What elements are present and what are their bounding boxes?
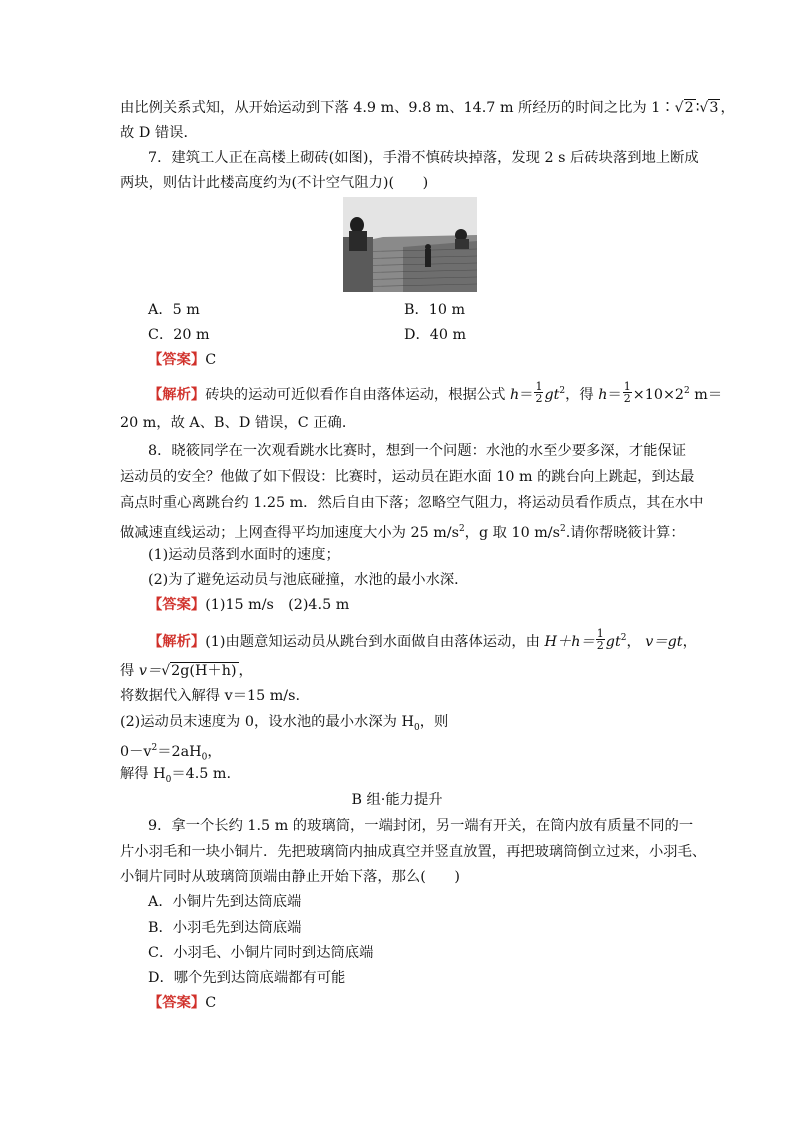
analysis-label: 【解析】	[148, 633, 206, 650]
option-A: A．小铜片先到达筒底端	[148, 894, 302, 910]
question-8-line: 8．晓筱同学在一次观看跳水比赛时，想到一个问题：水池的水至少要多深，才能保证	[148, 443, 687, 459]
math-var: h	[509, 386, 520, 403]
text-segment: (1)由题意知运动员从跳台到水面做自由落体运动，由	[205, 633, 540, 650]
math-op: ＝	[607, 386, 622, 403]
text-segment: ，	[626, 633, 641, 650]
math-var: t	[614, 633, 621, 650]
question-7-line: 两块，则估计此楼高度约为(不计空气阻力)( )	[120, 175, 429, 191]
text-segment: ，得	[565, 386, 594, 403]
brick-workers-photo	[343, 197, 477, 292]
math-var: h	[598, 386, 608, 403]
analysis-line: 20 m，故 A、B、D 错误，C 正确．	[120, 415, 357, 431]
answer-line	[148, 595, 349, 615]
answer-label: 【答案】	[148, 995, 206, 1011]
superscript: 2	[684, 386, 690, 396]
ratio-separator: ∶	[695, 100, 700, 116]
answer-value: C	[205, 352, 217, 368]
superscript: 2	[559, 386, 566, 396]
analysis-line: 将数据代入解得 v＝15 m/s.	[120, 688, 300, 704]
option-C: C．20 m	[148, 327, 210, 343]
subscript: 0	[413, 722, 420, 733]
fraction	[534, 381, 543, 404]
answer-value: C	[205, 995, 217, 1011]
text-segment: ＝4.5 m.	[171, 766, 232, 782]
sqrt-symbol: √	[161, 663, 171, 679]
fraction-numerator: 1	[535, 380, 543, 394]
fraction	[596, 628, 605, 651]
text-segment: ，则	[419, 714, 449, 730]
superscript: 2	[620, 633, 627, 643]
question-8-subpart: (2)为了避免运动员与池底碰撞，水池的最小水深．	[148, 572, 469, 588]
text-segment: ，	[207, 743, 222, 760]
question-8-line: 高点时重心离跳台约 1.25 m．然后自由下落；忽略空气阻力，将运动员看作质点，其在水中	[120, 495, 704, 511]
fraction-numerator: 1	[623, 380, 631, 394]
text-segment: (2)运动员末速度为 0，设水池的最小水深为 H	[120, 714, 414, 730]
answer-label: 【答案】	[148, 597, 206, 613]
radicand: 2g(H＋h)	[171, 663, 237, 679]
question-9-line: 片小羽毛和一块小铜片．先把玻璃筒内抽成真空并竖直放置，再把玻璃筒倒立过来，小羽毛、	[120, 844, 707, 860]
option-B: B．小羽毛先到达筒底端	[148, 920, 302, 936]
superscript: 2	[559, 524, 566, 534]
text-segment: 0－v	[120, 743, 152, 760]
text-segment: 做减速直线运动；上网查得平均加速度大小为 25 m/s	[120, 524, 459, 541]
radicand: 2	[684, 100, 694, 116]
math-op: ＝	[519, 386, 534, 403]
answer-label: 【答案】	[148, 352, 206, 368]
answer-line	[148, 993, 216, 1013]
sqrt-symbol: √	[674, 100, 684, 116]
option-D: D．哪个先到达筒底端都有可能	[148, 970, 346, 986]
question-8-line	[120, 519, 685, 543]
math-expression: H＋h＝	[544, 633, 595, 650]
text-segment: ，g 取 10 m/s	[464, 524, 560, 541]
math-expression: v＝gt	[645, 633, 683, 650]
option-C: C．小羽毛、小铜片同时到达筒底端	[148, 945, 374, 961]
text-segment: 解得 H	[120, 766, 166, 782]
fraction-denominator: 2	[623, 392, 631, 406]
analysis-line	[120, 764, 231, 790]
question-8-line: 运动员的安全？他做了如下假设：比赛时，运动员在距水面 10 m 的跳台向上跳起，到达最	[120, 469, 695, 485]
analysis-line	[148, 381, 722, 406]
text-segment: ＝2aH	[157, 743, 202, 760]
superscript: 2	[458, 524, 465, 534]
text-segment: ，	[682, 633, 697, 650]
text-segment: 砖块的运动可近似看作自由落体运动，根据公式	[205, 386, 506, 403]
text-line	[120, 98, 735, 118]
superscript: 2	[151, 743, 158, 753]
text-segment: m＝	[689, 386, 723, 403]
text-segment: 由比例关系式知，从开始运动到下落 4.9 m、9.8 m、14.7 m 所经历的时间之比为 1∶	[120, 100, 675, 116]
analysis-label: 【解析】	[148, 386, 206, 403]
sqrt-symbol: √	[699, 100, 709, 116]
option-D: D．40 m	[404, 327, 467, 343]
radicand: 3	[709, 100, 719, 116]
question-8-subpart: (1)运动员落到水面时的速度；	[148, 547, 340, 563]
answer-value: (1)15 m/s (2)4.5 m	[205, 597, 350, 613]
question-7-line: 7．建筑工人正在高楼上砌砖(如图)，手滑不慎砖块掉落，发现 2 s 后砖块落到地上断成	[148, 150, 699, 166]
subscript: 0	[165, 774, 172, 785]
question-9-line: 9．拿一个长约 1.5 m 的玻璃筒，一端封闭，另一端有开关，在筒内放有质量不同的一	[148, 818, 694, 834]
section-heading: B 组·能力提升	[351, 792, 443, 808]
text-segment: 得	[120, 663, 135, 679]
option-A: A．5 m	[148, 302, 200, 318]
math-var: g	[605, 633, 615, 650]
analysis-line	[120, 661, 253, 681]
math-var: t	[553, 386, 560, 403]
math-expression: v＝	[138, 663, 162, 679]
text-segment: ，	[720, 100, 735, 116]
analysis-line	[120, 712, 448, 738]
text-line: 故 D 错误．	[120, 125, 198, 141]
math-var: g	[544, 386, 554, 403]
text-segment: ，	[238, 663, 253, 679]
fraction-denominator: 2	[596, 639, 604, 653]
subscript: 0	[201, 752, 208, 763]
text-segment: ×10×2	[632, 386, 685, 403]
analysis-line	[148, 628, 697, 653]
fraction-denominator: 2	[535, 392, 543, 406]
option-B: B．10 m	[404, 302, 466, 318]
text-segment: .请你帮晓筱计算：	[565, 524, 685, 541]
question-9-line: 小铜片同时从玻璃筒顶端由静止开始下落，那么( )	[120, 869, 460, 885]
fraction	[623, 381, 632, 404]
fraction-numerator: 1	[596, 627, 604, 641]
answer-line	[148, 350, 216, 370]
